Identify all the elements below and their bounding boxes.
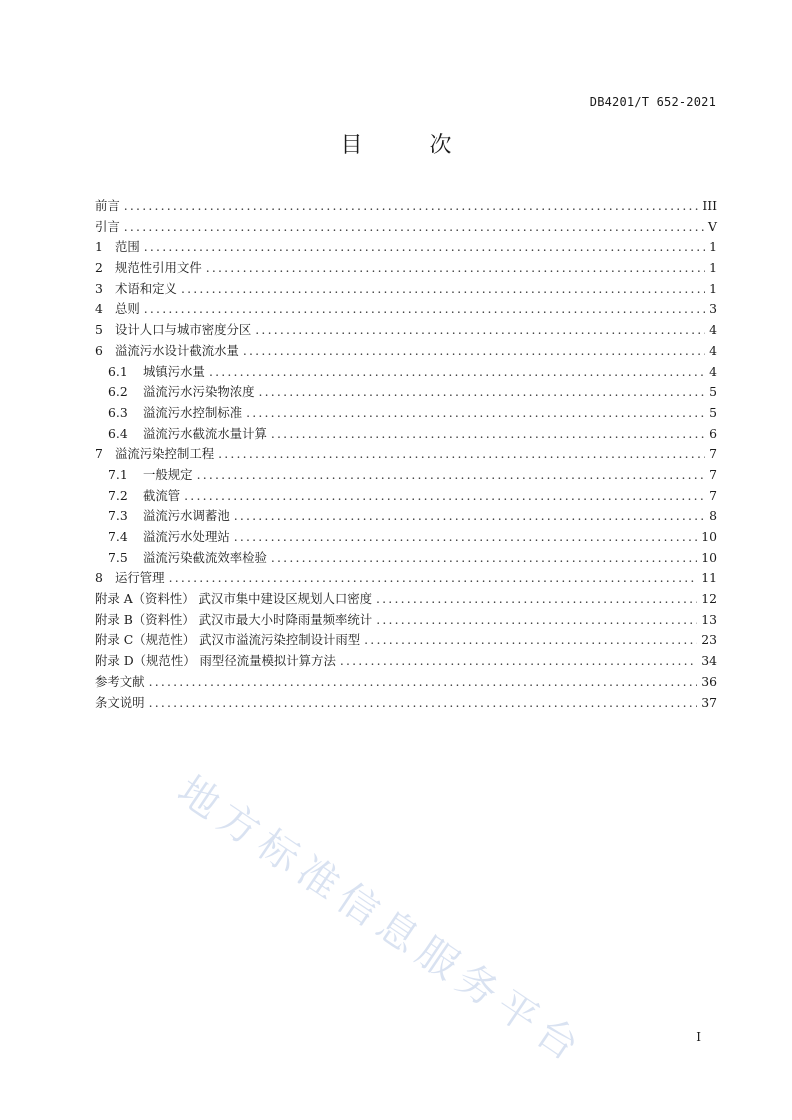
toc-entry[interactable] bbox=[95, 527, 717, 548]
footer-page-number: I bbox=[696, 1030, 701, 1044]
toc-entry-page: 3 bbox=[709, 301, 717, 317]
toc-entry-title: 城镇污水量 bbox=[143, 363, 205, 379]
toc-entry-title: 附录 C（规范性） 武汉市溢流污染控制设计雨型 bbox=[95, 632, 361, 648]
toc-dot-leader bbox=[206, 258, 705, 279]
toc-entry-page: 6 bbox=[709, 425, 717, 441]
toc-entry-page: 37 bbox=[701, 694, 717, 710]
toc-dot-leader bbox=[234, 506, 705, 527]
toc-entry[interactable] bbox=[95, 444, 717, 465]
toc-dot-leader bbox=[364, 630, 697, 651]
toc-dot-leader bbox=[246, 403, 705, 424]
toc-entry-number: 4 bbox=[95, 301, 103, 317]
toc-entry-page: 7 bbox=[709, 487, 717, 503]
toc-entry-number: 6 bbox=[95, 342, 103, 358]
toc-entry-number: 7.5 bbox=[108, 549, 128, 565]
toc-entry-number: 6.4 bbox=[108, 425, 128, 441]
toc-entry[interactable] bbox=[95, 382, 717, 403]
toc-entry-page: 10 bbox=[701, 549, 717, 565]
toc-entry-page: III bbox=[702, 198, 717, 213]
toc-entry-title: 溢流污水处理站 bbox=[143, 529, 230, 544]
toc-dot-leader bbox=[144, 237, 705, 258]
toc-entry-page: 4 bbox=[709, 342, 717, 358]
toc-entry-page: 7 bbox=[709, 466, 717, 482]
toc-dot-leader bbox=[124, 217, 704, 238]
toc-entry-title: 范围 bbox=[115, 239, 140, 255]
toc-entry-number: 7.1 bbox=[108, 466, 128, 482]
toc-entry-page: 36 bbox=[701, 673, 717, 689]
toc-dot-leader bbox=[209, 362, 705, 383]
toc-entry-page: 12 bbox=[701, 591, 717, 607]
toc-entry-number: 6.2 bbox=[108, 384, 128, 400]
toc-entry[interactable] bbox=[95, 362, 717, 383]
toc-entry-page: 1 bbox=[709, 280, 717, 296]
toc-entry-page: 1 bbox=[709, 260, 717, 276]
toc-entry-title: 总则 bbox=[115, 301, 140, 317]
toc-entry-title: 溢流污水截流水量计算 bbox=[143, 425, 267, 441]
toc-entry[interactable] bbox=[95, 486, 717, 507]
toc-entry-title: 参考文献 bbox=[95, 673, 145, 689]
toc-entry-page: 23 bbox=[701, 632, 717, 648]
toc-entry[interactable] bbox=[95, 693, 717, 714]
toc-entry[interactable] bbox=[95, 320, 717, 341]
toc-dot-leader bbox=[184, 486, 705, 507]
toc-entry[interactable] bbox=[95, 610, 717, 631]
toc-entry-title: 规范性引用文件 bbox=[115, 260, 202, 276]
toc-entry[interactable] bbox=[95, 548, 717, 569]
toc-entry-number: 3 bbox=[95, 280, 103, 296]
toc-entry[interactable] bbox=[95, 258, 717, 279]
toc-entry-title: 条文说明 bbox=[95, 694, 145, 710]
toc-dot-leader bbox=[197, 465, 705, 486]
toc-entry[interactable] bbox=[95, 630, 717, 651]
toc-entry-page: 4 bbox=[709, 322, 717, 338]
toc-entry-title: 运行管理 bbox=[115, 570, 165, 586]
toc-entry[interactable] bbox=[95, 465, 717, 486]
toc-dot-leader bbox=[144, 299, 705, 320]
toc-dot-leader bbox=[169, 568, 698, 589]
toc-entry[interactable] bbox=[95, 672, 717, 693]
toc-entry-title: 溢流污染控制工程 bbox=[115, 446, 215, 462]
toc-entry-page: 13 bbox=[701, 611, 717, 627]
toc-dot-leader bbox=[149, 672, 698, 693]
toc-entry-page: 5 bbox=[709, 384, 717, 400]
toc-entry-number: 8 bbox=[95, 570, 103, 586]
toc-dot-leader bbox=[259, 382, 705, 403]
watermark: 地方标准信息服务平台 bbox=[169, 767, 593, 1075]
toc-entry[interactable] bbox=[95, 341, 717, 362]
toc-entry[interactable] bbox=[95, 196, 717, 217]
toc-entry-number: 6.3 bbox=[108, 404, 128, 420]
toc-entry[interactable] bbox=[95, 299, 717, 320]
toc-dot-leader bbox=[340, 651, 697, 672]
toc-entry[interactable] bbox=[95, 506, 717, 527]
toc-entry-number: 5 bbox=[95, 322, 103, 338]
toc-entry-page: 10 bbox=[701, 529, 717, 544]
toc-dot-leader bbox=[376, 589, 697, 610]
toc-entry-page: 11 bbox=[701, 570, 717, 586]
toc-entry-title: 附录 D（规范性） 雨型径流量模拟计算方法 bbox=[95, 653, 336, 669]
toc-entry-page: V bbox=[708, 218, 717, 234]
toc-entry-number: 7.4 bbox=[108, 529, 128, 544]
toc-dot-leader bbox=[181, 279, 705, 300]
toc-entry-number: 7.2 bbox=[108, 487, 128, 503]
toc-entry-title: 术语和定义 bbox=[115, 280, 177, 296]
toc-entry-page: 8 bbox=[709, 508, 717, 524]
toc-entry[interactable] bbox=[95, 589, 717, 610]
toc-entry[interactable] bbox=[95, 403, 717, 424]
toc-entry-page: 7 bbox=[709, 446, 717, 462]
toc-dot-leader bbox=[271, 548, 697, 569]
page-title: 目 次 bbox=[340, 133, 482, 158]
document-code: DB4201/T 652-2021 bbox=[589, 95, 716, 109]
toc-dot-leader bbox=[271, 424, 705, 445]
toc-entry-title: 设计人口与城市密度分区 bbox=[115, 322, 252, 338]
toc-entry[interactable] bbox=[95, 568, 717, 589]
toc-dot-leader bbox=[255, 320, 705, 341]
toc-entry[interactable] bbox=[95, 279, 717, 300]
toc-dot-leader bbox=[234, 527, 697, 548]
toc-entry-page: 1 bbox=[709, 239, 717, 255]
toc-entry-number: 2 bbox=[95, 260, 103, 276]
toc-entry[interactable] bbox=[95, 237, 717, 258]
toc-entry-number: 1 bbox=[95, 239, 103, 255]
toc-dot-leader bbox=[149, 693, 698, 714]
table-of-contents bbox=[95, 196, 717, 713]
toc-entry-title: 附录 B（资料性） 武汉市最大小时降雨量频率统计 bbox=[95, 611, 373, 627]
toc-dot-leader bbox=[218, 444, 705, 465]
toc-dot-leader bbox=[124, 196, 699, 217]
toc-entry-title: 溢流污水设计截流水量 bbox=[115, 342, 239, 358]
toc-entry-title: 一般规定 bbox=[143, 466, 193, 482]
toc-dot-leader bbox=[376, 610, 697, 631]
toc-entry-number: 7.3 bbox=[108, 508, 128, 524]
toc-dot-leader bbox=[243, 341, 705, 362]
toc-entry-title: 前言 bbox=[95, 198, 120, 213]
toc-entry-title: 附录 A（资料性） 武汉市集中建设区规划人口密度 bbox=[95, 591, 373, 607]
toc-entry-number: 6.1 bbox=[108, 363, 128, 379]
toc-entry-title: 溢流污染截流效率检验 bbox=[143, 549, 267, 565]
toc-entry-title: 溢流污水污染物浓度 bbox=[143, 384, 255, 400]
toc-entry-number: 7 bbox=[95, 446, 103, 462]
toc-entry[interactable] bbox=[95, 651, 717, 672]
toc-entry-title: 溢流污水控制标准 bbox=[143, 404, 243, 420]
toc-entry-title: 截流管 bbox=[143, 487, 181, 503]
toc-entry-page: 4 bbox=[709, 363, 717, 379]
toc-entry-page: 34 bbox=[701, 653, 717, 669]
toc-entry-title: 引言 bbox=[95, 218, 120, 234]
toc-entry-page: 5 bbox=[709, 404, 717, 420]
toc-entry[interactable] bbox=[95, 217, 717, 238]
toc-entry[interactable] bbox=[95, 424, 717, 445]
toc-entry-title: 溢流污水调蓄池 bbox=[143, 508, 230, 524]
